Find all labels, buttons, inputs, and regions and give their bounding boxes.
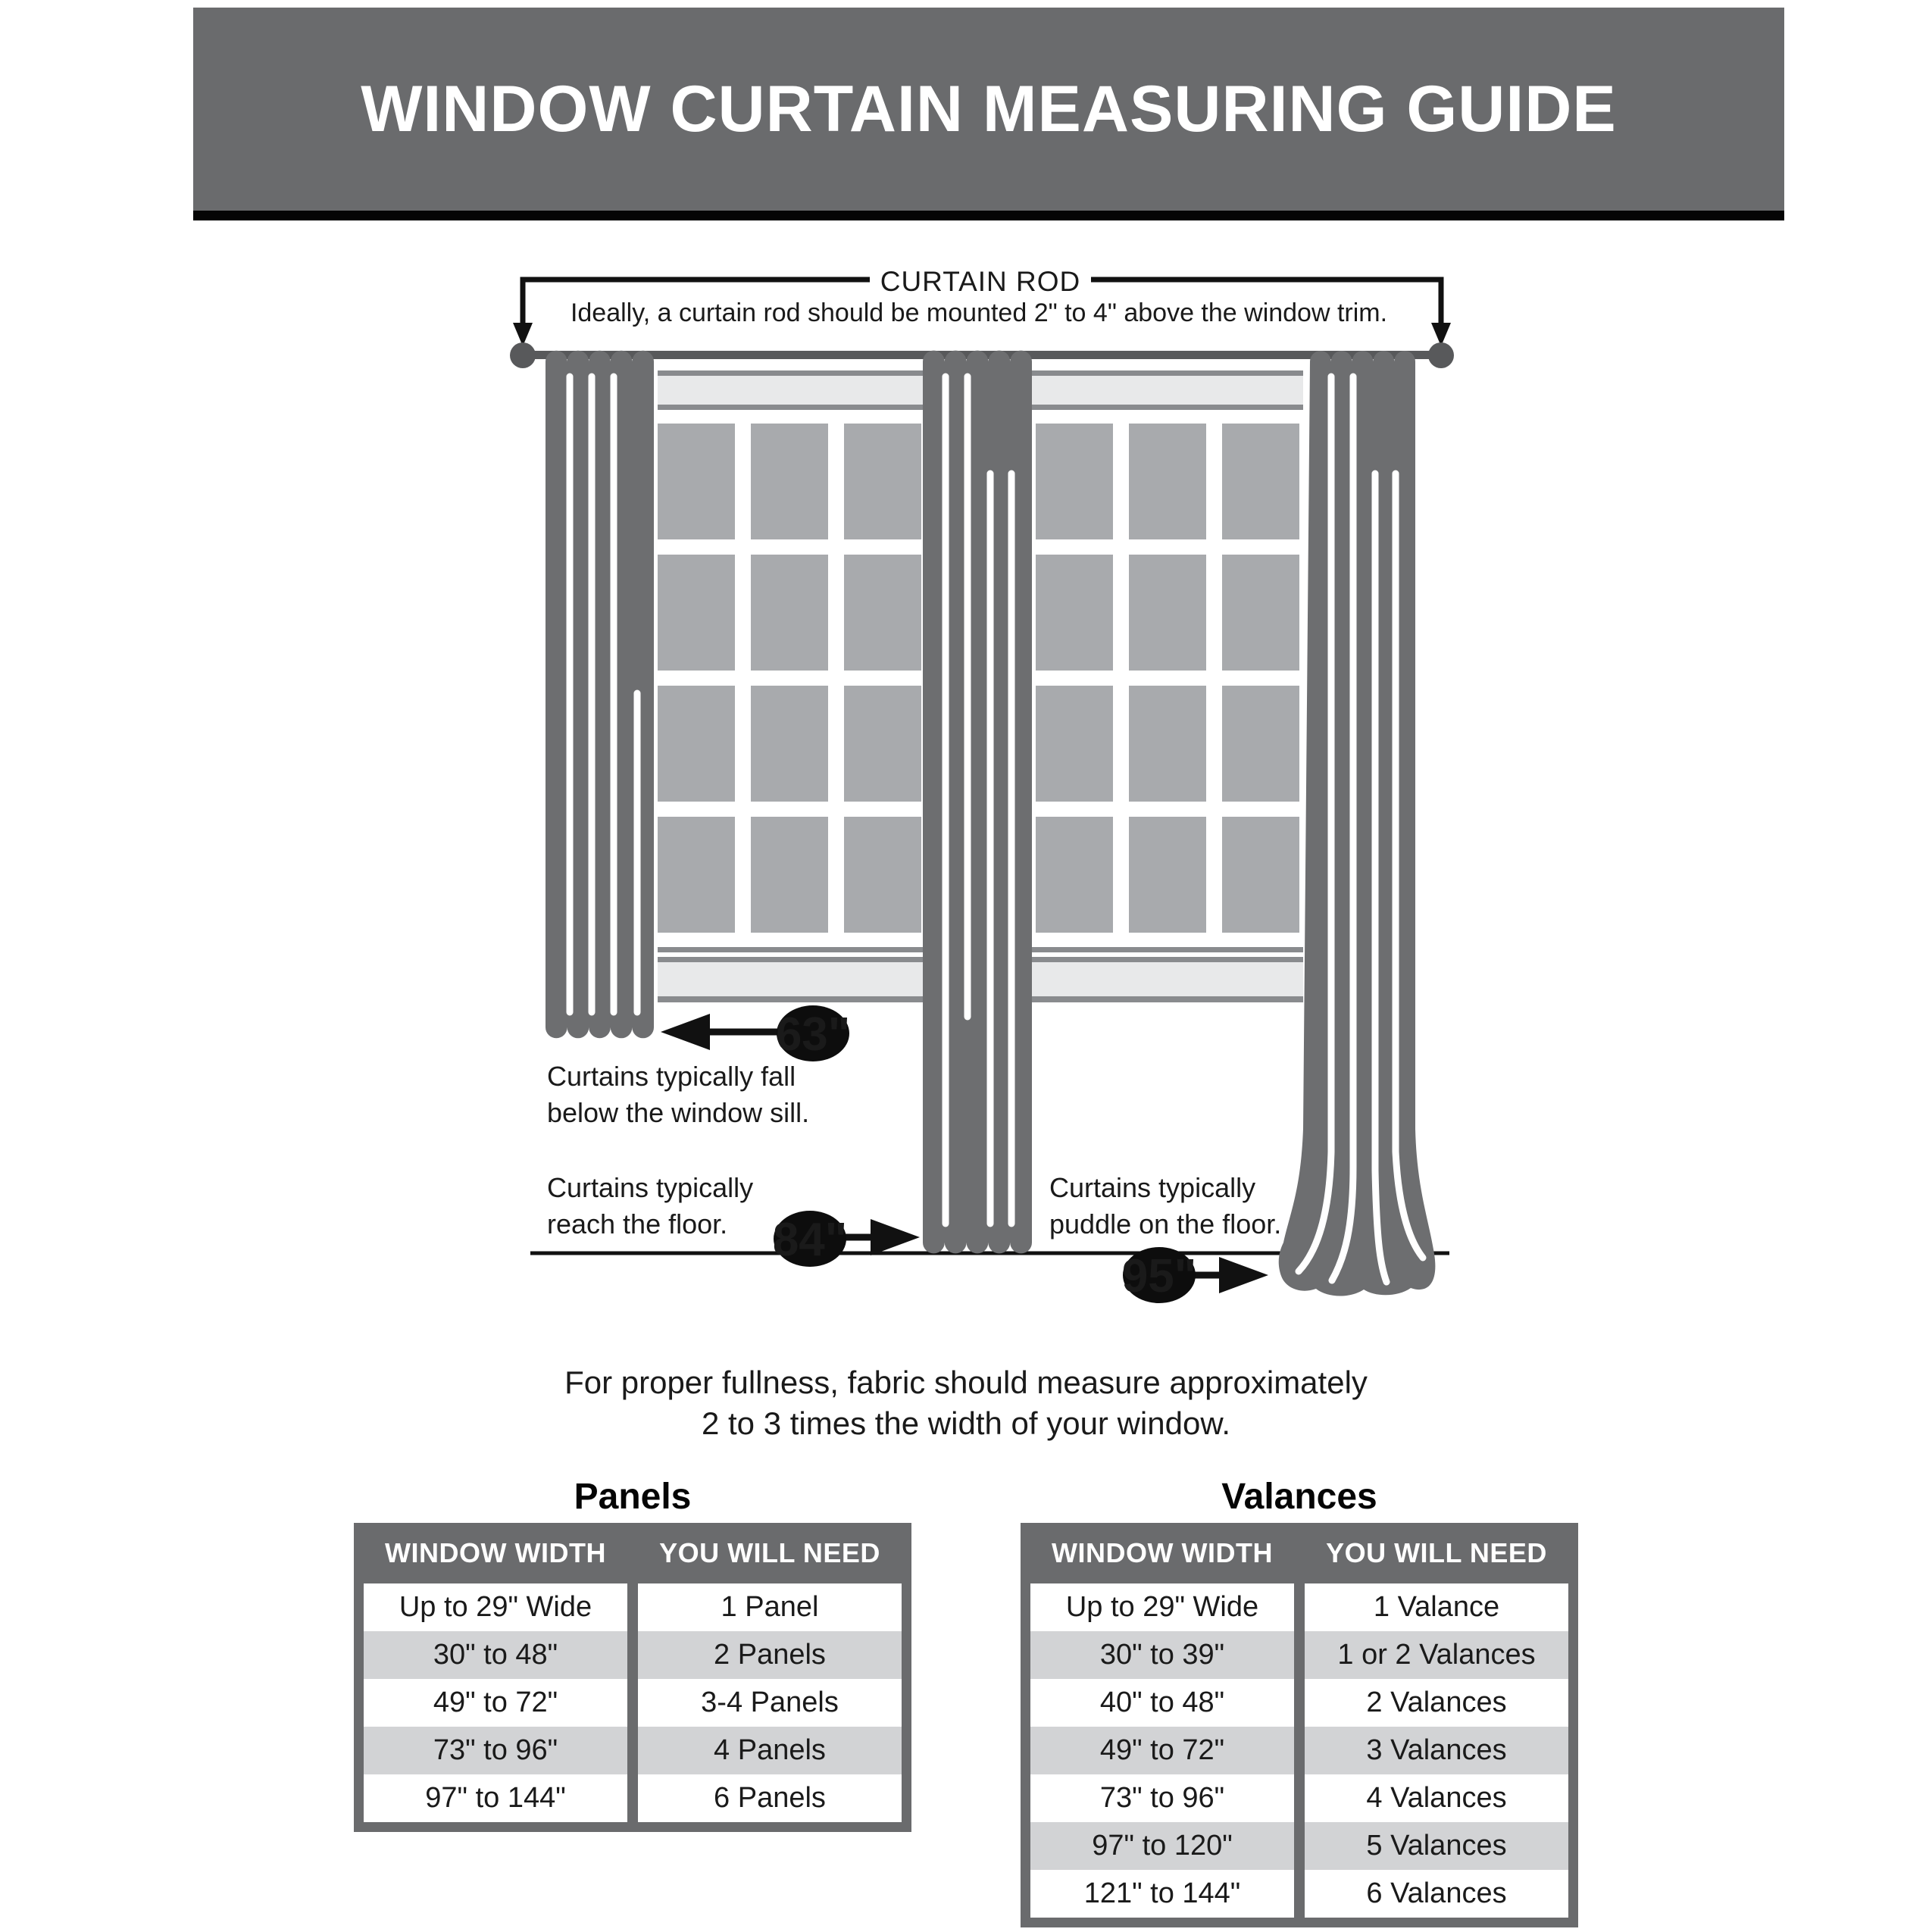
window-pane bbox=[1222, 555, 1299, 671]
window-pane bbox=[1036, 686, 1113, 802]
table-cell: 2 Valances bbox=[1366, 1687, 1507, 1718]
panels-table-header bbox=[364, 1523, 902, 1583]
window-pane bbox=[1222, 817, 1299, 933]
table-cell: 3-4 Panels bbox=[701, 1687, 839, 1718]
panels-table-body bbox=[364, 1583, 902, 1822]
fullness-note-line1: For proper fullness, fabric should measure approximately bbox=[564, 1365, 1368, 1400]
window-pane bbox=[658, 555, 735, 671]
window-pane bbox=[751, 555, 828, 671]
table-cell: 6 Panels bbox=[714, 1782, 826, 1814]
middle-curtain bbox=[923, 351, 1032, 1254]
annotation-below-sill bbox=[547, 1061, 809, 1128]
annotation-reach-floor bbox=[547, 1172, 753, 1240]
table-cell: Up to 29" Wide bbox=[1065, 1591, 1259, 1623]
length-badge-95-label: 95" bbox=[1121, 1250, 1197, 1302]
window-curtain-diagram bbox=[0, 227, 1932, 1326]
page-title: WINDOW CURTAIN MEASURING GUIDE bbox=[361, 72, 1617, 145]
table-cell: 97" to 144" bbox=[425, 1782, 566, 1814]
annotation-line: Curtains typically bbox=[1049, 1172, 1256, 1203]
callout-95 bbox=[1122, 1247, 1268, 1303]
window-grid-left bbox=[658, 424, 921, 933]
rod-finial-left bbox=[510, 342, 536, 368]
panels-table bbox=[354, 1523, 911, 1832]
valances-you-will-need-column bbox=[1305, 1583, 1568, 1918]
panels-you-will-need-column bbox=[638, 1583, 902, 1822]
fullness-note-line2: 2 to 3 times the width of your window. bbox=[701, 1405, 1231, 1441]
table-cell: 73" to 96" bbox=[1099, 1782, 1225, 1814]
column-header: WINDOW WIDTH bbox=[1052, 1537, 1273, 1568]
header-banner bbox=[193, 8, 1784, 220]
window-pane bbox=[844, 686, 921, 802]
table-cell: 49" to 72" bbox=[433, 1687, 558, 1718]
valances-table-header bbox=[1030, 1523, 1568, 1583]
column-header: YOU WILL NEED bbox=[659, 1537, 880, 1568]
window-pane bbox=[1129, 686, 1206, 802]
table-cell: 1 Valance bbox=[1373, 1591, 1500, 1623]
window-pane bbox=[1036, 424, 1113, 539]
table-cell: 6 Valances bbox=[1366, 1877, 1507, 1909]
panels-table-title: Panels bbox=[574, 1477, 692, 1517]
callout-84 bbox=[773, 1211, 920, 1267]
table-cell: Up to 29" Wide bbox=[399, 1591, 592, 1623]
annotation-puddle-floor bbox=[1049, 1172, 1281, 1240]
window-pane bbox=[658, 424, 735, 539]
table-cell: 97" to 120" bbox=[1030, 1822, 1294, 1870]
window-pane bbox=[751, 686, 828, 802]
annotation-line: puddle on the floor. bbox=[1049, 1208, 1282, 1240]
annotation-line: Curtains typically fall bbox=[547, 1061, 796, 1092]
rod-note: Ideally, a curtain rod should be mounted 2" to 4" above the window trim. bbox=[570, 299, 1388, 327]
valances-table-title: Valances bbox=[1221, 1477, 1377, 1517]
right-curtain bbox=[1279, 351, 1436, 1296]
window-pane bbox=[1129, 424, 1206, 539]
annotation-line: Curtains typically bbox=[547, 1172, 754, 1203]
rod-finial-right bbox=[1428, 342, 1454, 368]
window-pane bbox=[1222, 686, 1299, 802]
table-cell: 30" to 39" bbox=[1030, 1631, 1294, 1679]
window-pane bbox=[658, 817, 735, 933]
length-badge-63-label: 63" bbox=[775, 1008, 851, 1061]
window-pane bbox=[1036, 555, 1113, 671]
table-cell: 3 Valances bbox=[1305, 1727, 1568, 1774]
table-cell: 40" to 48" bbox=[1099, 1687, 1225, 1718]
window-grid-right bbox=[1036, 424, 1299, 933]
arrow-right-icon bbox=[1219, 1257, 1268, 1293]
table-cell: 121" to 144" bbox=[1083, 1877, 1241, 1909]
window-pane bbox=[1129, 817, 1206, 933]
table-cell: 1 or 2 Valances bbox=[1305, 1631, 1568, 1679]
window-pane bbox=[1036, 817, 1113, 933]
arrow-left-icon bbox=[661, 1014, 710, 1050]
annotation-line: below the window sill. bbox=[547, 1097, 810, 1128]
table-cell: 4 Valances bbox=[1366, 1782, 1507, 1814]
table-cell: 2 Panels bbox=[638, 1631, 902, 1679]
window-pane bbox=[658, 686, 735, 802]
valances-table-body bbox=[1030, 1583, 1568, 1918]
table-cell: 4 Panels bbox=[638, 1727, 902, 1774]
panels-window-width-column bbox=[364, 1583, 627, 1822]
valances-window-width-column bbox=[1030, 1583, 1294, 1918]
window-pane bbox=[1222, 424, 1299, 539]
annotation-line: reach the floor. bbox=[547, 1208, 728, 1240]
table-cell: 5 Valances bbox=[1305, 1822, 1568, 1870]
length-badge-84-label: 84" bbox=[772, 1214, 848, 1266]
table-cell: 73" to 96" bbox=[364, 1727, 627, 1774]
window-pane bbox=[844, 424, 921, 539]
window-pane bbox=[751, 817, 828, 933]
arrow-right-icon bbox=[871, 1219, 920, 1255]
window-pane bbox=[844, 817, 921, 933]
window-pane bbox=[844, 555, 921, 671]
column-header: WINDOW WIDTH bbox=[385, 1537, 606, 1568]
window-pane bbox=[751, 424, 828, 539]
column-header: YOU WILL NEED bbox=[1326, 1537, 1547, 1568]
callout-63 bbox=[661, 1005, 850, 1061]
window-pane bbox=[1129, 555, 1206, 671]
table-cell: 30" to 48" bbox=[364, 1631, 627, 1679]
fullness-note bbox=[0, 1362, 1932, 1444]
table-cell: 49" to 72" bbox=[1030, 1727, 1294, 1774]
valances-table bbox=[1021, 1523, 1578, 1927]
table-cell: 1 Panel bbox=[721, 1591, 819, 1623]
rod-label: CURTAIN ROD bbox=[880, 266, 1081, 297]
